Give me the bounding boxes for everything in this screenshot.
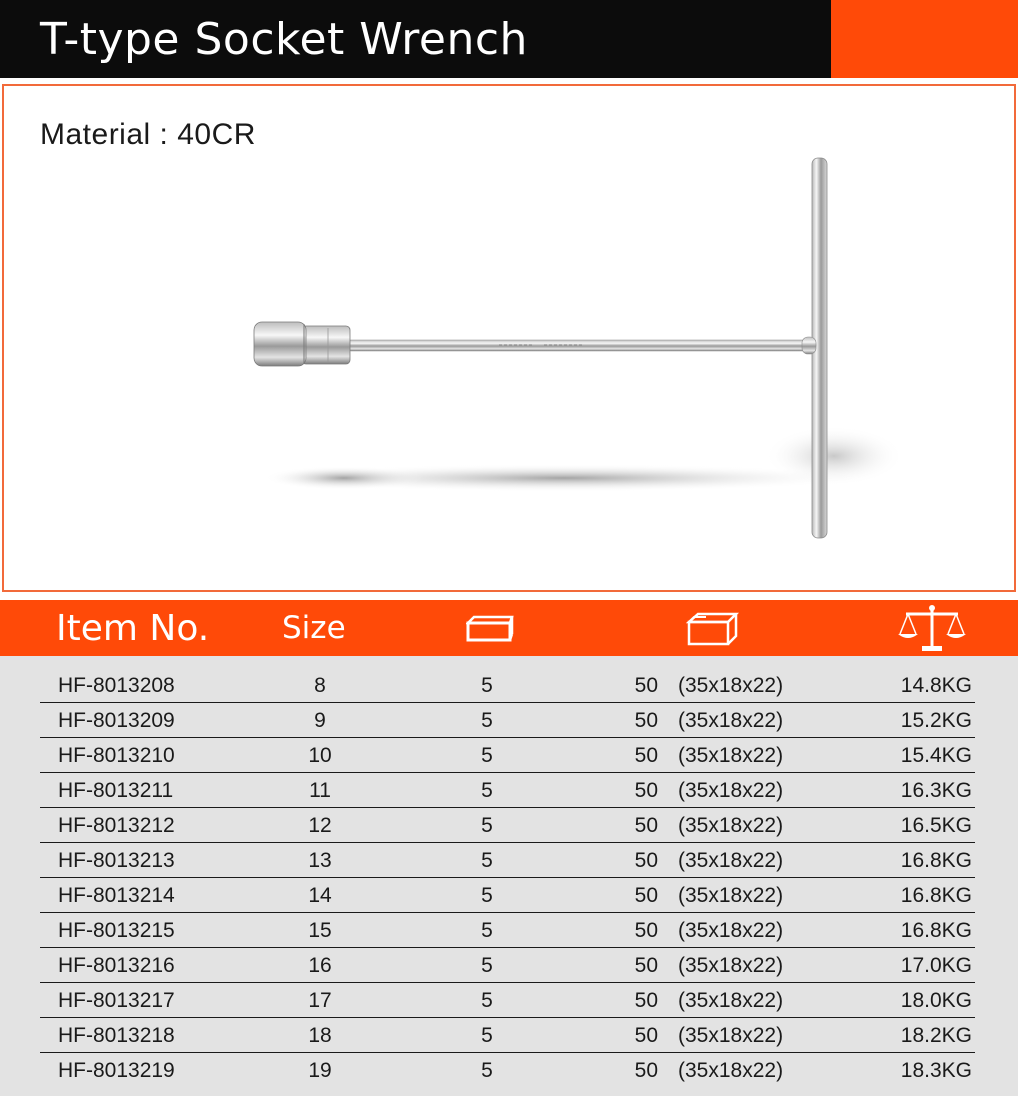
carton-qty-cell: 50 <box>634 709 658 732</box>
product-photo-panel <box>2 84 1016 592</box>
carton-qty-cell: 50 <box>634 674 658 697</box>
header-size: Size <box>282 610 346 646</box>
item-number-cell: HF-8013217 <box>58 989 175 1012</box>
page-title: T-type Socket Wrench <box>40 14 528 65</box>
carton-dimensions-cell: (35x18x22) <box>678 1059 784 1082</box>
inner-qty-cell: 5 <box>481 814 493 837</box>
carton-qty-cell: 50 <box>634 1059 658 1082</box>
weight-cell: 14.8KG <box>900 674 972 697</box>
carton-dimensions-cell: (35x18x22) <box>678 919 784 942</box>
item-number-cell: HF-8013211 <box>58 779 174 802</box>
material-label: Material : 40CR <box>40 118 256 151</box>
inner-qty-cell: 5 <box>481 674 493 697</box>
carton-box-icon <box>686 608 740 648</box>
weight-cell: 18.3KG <box>900 1059 972 1082</box>
carton-qty-cell: 50 <box>634 849 658 872</box>
inner-qty-cell: 5 <box>481 1024 493 1047</box>
table-row <box>0 703 1018 738</box>
spec-table <box>0 656 1018 1096</box>
size-cell: 14 <box>308 884 332 907</box>
table-row <box>0 913 1018 948</box>
carton-dimensions-cell: (35x18x22) <box>678 884 784 907</box>
inner-qty-cell: 5 <box>481 954 493 977</box>
weight-cell: 16.5KG <box>900 814 972 837</box>
table-row <box>0 878 1018 913</box>
carton-qty-cell: 50 <box>634 919 658 942</box>
size-cell: 10 <box>308 744 332 767</box>
size-cell: 19 <box>308 1059 332 1082</box>
weight-cell: 15.4KG <box>900 744 972 767</box>
table-row <box>0 773 1018 808</box>
weight-cell: 16.3KG <box>900 779 972 802</box>
item-number-cell: HF-8013210 <box>58 744 175 767</box>
table-header <box>0 600 1018 656</box>
inner-box-icon <box>466 614 514 644</box>
table-row <box>0 1018 1018 1053</box>
inner-qty-cell: 5 <box>481 849 493 872</box>
item-number-cell: HF-8013208 <box>58 674 175 697</box>
size-cell: 18 <box>308 1024 332 1047</box>
scale-icon <box>896 602 968 654</box>
carton-dimensions-cell: (35x18x22) <box>678 744 784 767</box>
table-row <box>0 983 1018 1018</box>
carton-qty-cell: 50 <box>634 989 658 1012</box>
size-cell: 13 <box>308 849 332 872</box>
table-row <box>0 843 1018 878</box>
carton-dimensions-cell: (35x18x22) <box>678 779 784 802</box>
item-number-cell: HF-8013216 <box>58 954 175 977</box>
carton-dimensions-cell: (35x18x22) <box>678 674 784 697</box>
size-cell: 9 <box>314 709 326 732</box>
header-item-no: Item No. <box>56 608 210 649</box>
weight-cell: 16.8KG <box>900 849 972 872</box>
t-wrench-image <box>4 86 1014 590</box>
title-bar <box>0 0 1018 78</box>
carton-qty-cell: 50 <box>634 814 658 837</box>
weight-cell: 15.2KG <box>900 709 972 732</box>
item-number-cell: HF-8013218 <box>58 1024 175 1047</box>
size-cell: 17 <box>308 989 332 1012</box>
item-number-cell: HF-8013209 <box>58 709 175 732</box>
table-row <box>0 948 1018 983</box>
inner-qty-cell: 5 <box>481 709 493 732</box>
inner-qty-cell: 5 <box>481 779 493 802</box>
table-row <box>0 668 1018 703</box>
weight-cell: 16.8KG <box>900 919 972 942</box>
size-cell: 8 <box>314 674 326 697</box>
table-row <box>0 738 1018 773</box>
table-row <box>0 1053 1018 1088</box>
carton-dimensions-cell: (35x18x22) <box>678 989 784 1012</box>
inner-qty-cell: 5 <box>481 744 493 767</box>
size-cell: 16 <box>308 954 332 977</box>
carton-dimensions-cell: (35x18x22) <box>678 849 784 872</box>
carton-dimensions-cell: (35x18x22) <box>678 814 784 837</box>
item-number-cell: HF-8013215 <box>58 919 175 942</box>
weight-cell: 17.0KG <box>900 954 972 977</box>
inner-qty-cell: 5 <box>481 884 493 907</box>
carton-qty-cell: 50 <box>634 744 658 767</box>
carton-dimensions-cell: (35x18x22) <box>678 709 784 732</box>
item-number-cell: HF-8013212 <box>58 814 175 837</box>
inner-qty-cell: 5 <box>481 1059 493 1082</box>
table-row <box>0 808 1018 843</box>
weight-cell: 18.2KG <box>900 1024 972 1047</box>
inner-qty-cell: 5 <box>481 919 493 942</box>
carton-qty-cell: 50 <box>634 779 658 802</box>
weight-cell: 18.0KG <box>900 989 972 1012</box>
size-cell: 15 <box>308 919 332 942</box>
title-accent-block <box>831 0 1018 78</box>
item-number-cell: HF-8013219 <box>58 1059 175 1082</box>
carton-dimensions-cell: (35x18x22) <box>678 954 784 977</box>
item-number-cell: HF-8013214 <box>58 884 175 907</box>
size-cell: 11 <box>309 779 331 802</box>
carton-qty-cell: 50 <box>634 884 658 907</box>
carton-qty-cell: 50 <box>634 1024 658 1047</box>
size-cell: 12 <box>308 814 332 837</box>
carton-dimensions-cell: (35x18x22) <box>678 1024 784 1047</box>
inner-qty-cell: 5 <box>481 989 493 1012</box>
weight-cell: 16.8KG <box>900 884 972 907</box>
item-number-cell: HF-8013213 <box>58 849 175 872</box>
carton-qty-cell: 50 <box>634 954 658 977</box>
